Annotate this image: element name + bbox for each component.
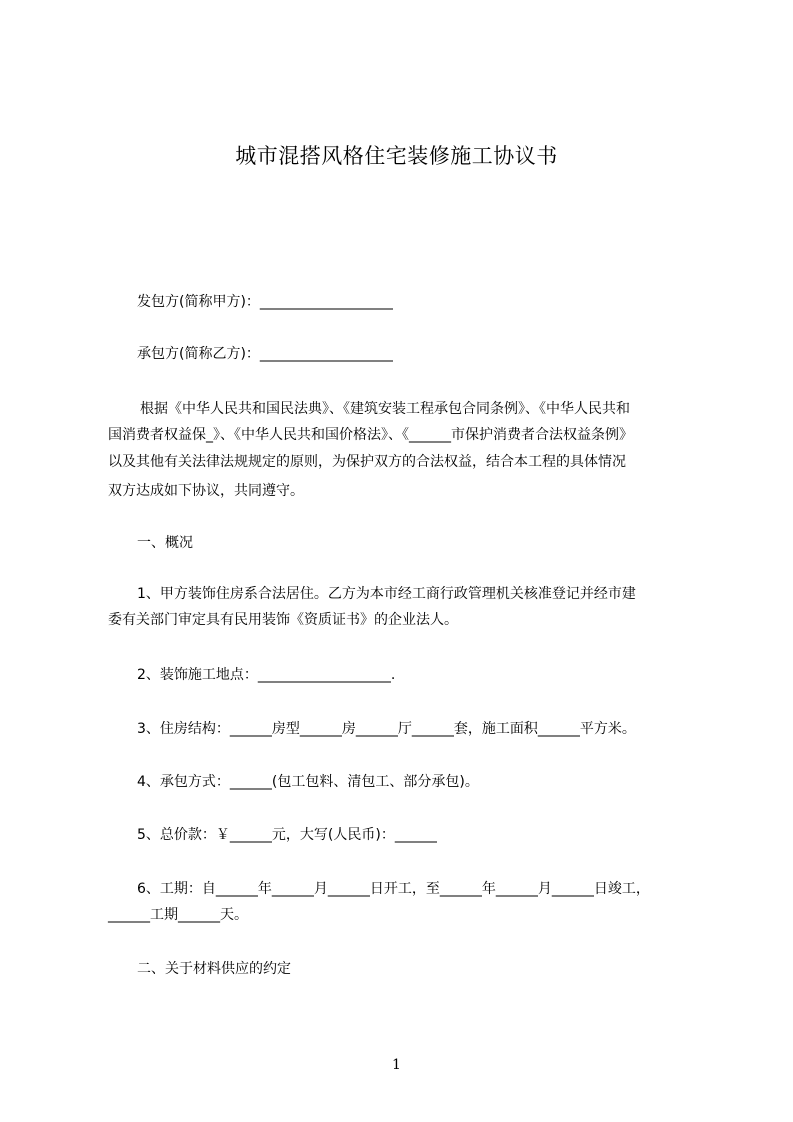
item-2-line: 2、装饰施工地点：___________________. [137,667,396,683]
item-3-line: 3、住房结构：______房型______房______厅______套，施工面积______平方米。 [137,721,636,737]
item-1-line-1: 1、甲方装饰住房系合法居住。乙方为本市经工商行政管理机关核准登记并经市建 [137,586,636,602]
page-number: 1 [392,1057,401,1073]
item-5-line: 5、总价款：￥______元，大写(人民币)：______ [137,827,437,843]
preamble-line-1: 根据《中华人民共和国民法典》、《建筑安装工程承包合同条例》、《中华人民共和 [140,401,630,417]
preamble-line-2: 国消费者权益保_》、《中华人民共和国价格法》、《______市保护消费者合法权益条例》 [108,427,633,443]
item-1-line-2: 委有关部门审定具有民用装饰《资质证书》的企业法人。 [108,612,458,628]
section-1-heading: 一、概况 [137,535,193,551]
preamble-line-3: 以及其他有关法律法规规定的原则，为保护双方的合法权益，结合本工程的具体情况 [108,454,626,470]
item-4-line: 4、承包方式：______(包工包料、清包工、部分承包)。 [137,774,479,790]
item-6-line-2: ______工期______天。 [108,907,248,923]
section-2-heading: 二、关于材料供应的约定 [137,961,291,977]
item-6-line-1: 6、工期：自______年______月______日开工，至______年______月______日竣工， [137,881,650,897]
party-a-line: 发包方(简称甲方)：___________________ [137,294,393,310]
document-title: 城市混搭风格住宅装修施工协议书 [235,144,558,168]
party-b-line: 承包方(简称乙方)：___________________ [137,346,393,362]
preamble-line-4: 双方达成如下协议，共同遵守。 [108,483,304,499]
